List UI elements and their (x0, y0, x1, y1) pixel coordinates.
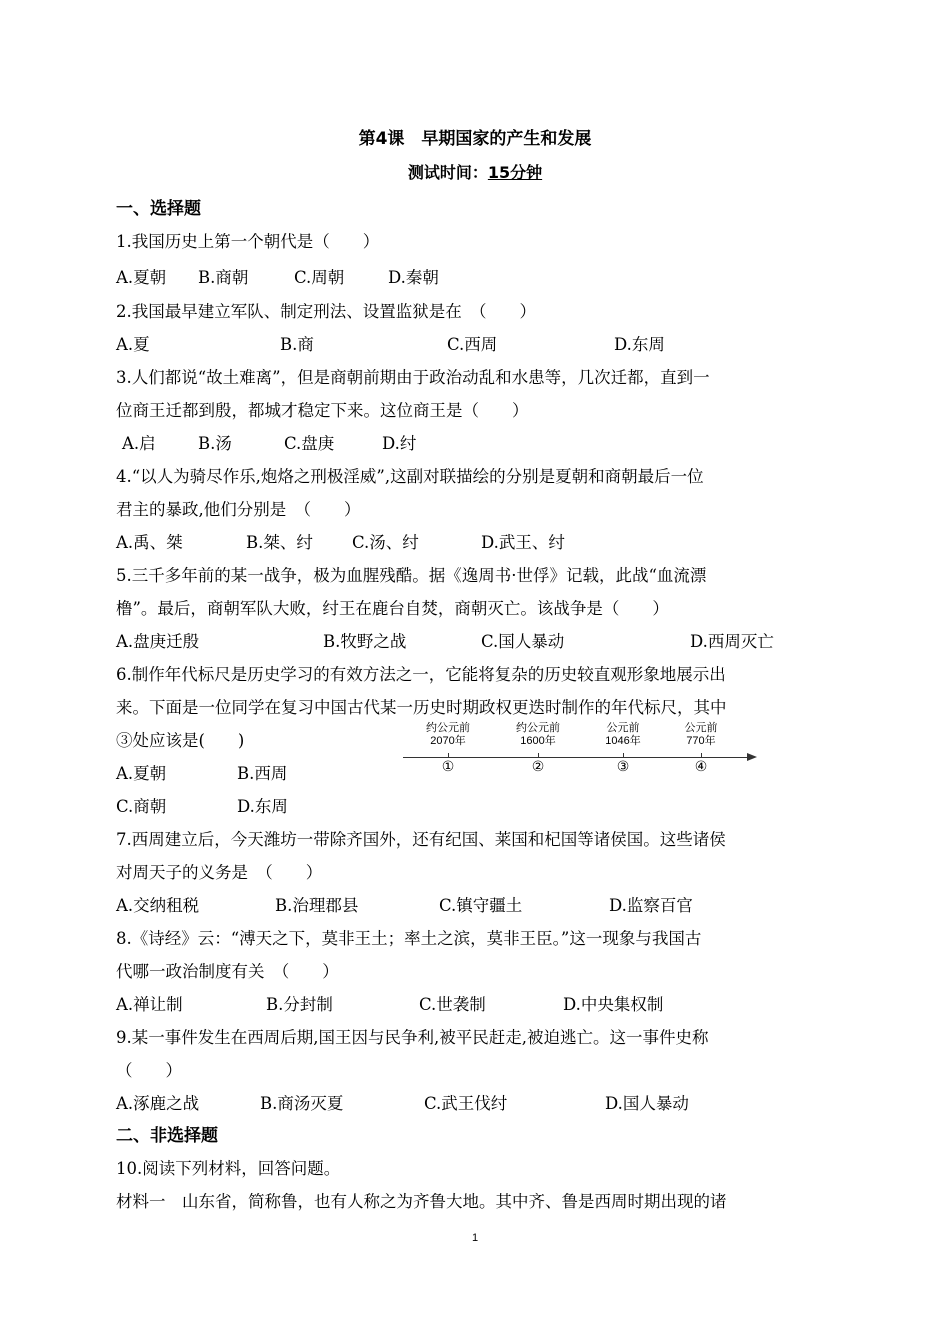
question-3-option-d: D.纣 (382, 434, 417, 453)
question-9-stem-line-1: 9.某一事件发生在西周后期,国王因与民争利,被平民赶走,被迫逃亡。这一事件史称 (116, 1028, 709, 1047)
question-3-option-c: C.盘庚 (284, 434, 335, 453)
question-4-option-a: A.禹、桀 (116, 533, 183, 552)
question-6-option-d: D.东周 (237, 797, 288, 816)
question-5-option-a: A.盘庚迁殷 (116, 632, 200, 651)
section-choice-heading: 一、选择题 (116, 199, 201, 219)
question-7-option-c: C.镇守疆土 (439, 896, 523, 915)
question-6-option-c: C.商朝 (116, 797, 167, 816)
question-8-stem-line-2: 代哪一政治制度有关 （ ） (116, 962, 339, 981)
question-7-stem-line-2: 对周天子的义务是 （ ） (116, 863, 323, 882)
question-7-stem-line-1: 7.西周建立后，今天潍坊一带除齐国外，还有纪国、莱国和杞国等诸侯国。这些诸侯 (116, 830, 726, 849)
question-4-option-d: D.武王、纣 (481, 533, 565, 552)
question-1-option-c: C.周朝 (294, 268, 345, 287)
question-10-material-1: 材料一 山东省，简称鲁，也有人称之为齐鲁大地。其中齐、鲁是西周时期出现的诸 (116, 1192, 727, 1211)
page-number: 1 (471, 1232, 479, 1244)
question-4-stem-line-2: 君主的暴政,他们分别是 （ ） (116, 500, 361, 519)
question-7-option-b: B.治理郡县 (275, 896, 359, 915)
question-6-stem-line-3: ③处应该是( ) (116, 731, 245, 750)
timeline-label-1 (408, 722, 488, 748)
timeline-label-1-line2: 2070年 (430, 735, 466, 747)
question-9-stem-line-2: （ ） (116, 1061, 182, 1080)
timeline-label-2 (498, 722, 578, 748)
question-3-stem-line-2: 位商王迁都到殷，都城才稳定下来。这位商王是（ ） (116, 401, 529, 420)
chronology-timeline (395, 722, 765, 780)
question-8-stem-line-1: 8.《诗经》云：“溥天之下，莫非王土；率土之滨，莫非王臣。”这一现象与我国古 (116, 929, 702, 948)
question-6-option-b: B.西周 (237, 764, 288, 783)
test-time-value: 15分钟 (487, 163, 543, 182)
timeline-label-4-line2: 770年 (686, 735, 716, 747)
timeline-mark-1: ① (441, 759, 455, 775)
question-6-stem-line-1: 6.制作年代标尺是历史学习的有效方法之一，它能将复杂的历史较直观形象地展示出 (116, 665, 726, 684)
question-9-option-d: D.国人暴动 (605, 1094, 689, 1113)
question-3-option-a: A.启 (122, 434, 156, 453)
question-2-option-b: B.商 (280, 335, 314, 354)
timeline-label-3-line1: 公元前 (606, 722, 640, 734)
test-time-label: 测试时间： (407, 163, 488, 182)
timeline-label-2-line1: 约公元前 (516, 722, 560, 734)
question-4-stem-line-1: 4.“以人为骑尽作乐,炮烙之刑极淫威”,这副对联描绘的分别是夏朝和商朝最后一位 (116, 467, 704, 486)
timeline-axis (403, 757, 751, 758)
question-8-option-c: C.世袭制 (419, 995, 486, 1014)
timeline-mark-2: ② (531, 759, 545, 775)
question-5-option-b: B.牧野之战 (323, 632, 407, 651)
timeline-label-1-line1: 约公元前 (426, 722, 470, 734)
timeline-mark-3: ③ (616, 759, 630, 775)
lesson-title: 第4课 早期国家的产生和发展 (358, 129, 592, 149)
question-7-option-a: A.交纳租税 (116, 896, 200, 915)
question-9-option-c: C.武王伐纣 (424, 1094, 508, 1113)
question-1-option-b: B.商朝 (198, 268, 249, 287)
question-5-option-c: C.国人暴动 (481, 632, 565, 651)
question-3-stem-line-1: 3.人们都说“故土难离”，但是商朝前期由于政治动乱和水患等，几次迁都，直到一 (116, 368, 710, 387)
question-1-option-d: D.秦朝 (388, 268, 439, 287)
timeline-mark-4: ④ (694, 759, 708, 775)
question-4-option-b: B.桀、纣 (246, 533, 313, 552)
question-2-option-d: D.东周 (614, 335, 665, 354)
question-8-option-d: D.中央集权制 (563, 995, 664, 1014)
question-6-stem-line-2: 来。下面是一位同学在复习中国古代某一历史时期政权更迭时制作的年代标尺，其中 (116, 698, 727, 717)
question-5-option-d: D.西周灭亡 (690, 632, 774, 651)
question-10-stem: 10.阅读下列材料，回答问题。 (116, 1159, 341, 1178)
timeline-label-4 (661, 722, 741, 748)
timeline-label-3 (583, 722, 663, 748)
question-5-stem-line-2: 橹”。最后，商朝军队大败，纣王在鹿台自焚，商朝灭亡。该战争是（ ） (116, 599, 669, 618)
section-nonchoice-heading: 二、非选择题 (116, 1126, 218, 1146)
question-8-option-b: B.分封制 (266, 995, 333, 1014)
question-5-stem-line-1: 5.三千多年前的某一战争，极为血腥残酷。据《逸周书·世俘》记载，此战“血流漂 (116, 566, 707, 585)
timeline-label-4-line1: 公元前 (684, 722, 718, 734)
timeline-label-3-line2: 1046年 (605, 735, 641, 747)
question-6-option-a: A.夏朝 (116, 764, 167, 783)
question-2-option-c: C.西周 (447, 335, 498, 354)
test-time (0, 160, 950, 183)
question-9-option-a: A.涿鹿之战 (116, 1094, 200, 1113)
timeline-tick (448, 753, 449, 758)
question-1-option-a: A.夏朝 (116, 268, 167, 287)
timeline-tick (538, 753, 539, 758)
question-7-option-d: D.监察百官 (609, 896, 693, 915)
question-1-stem: 1.我国历史上第一个朝代是（ ） (116, 232, 380, 251)
timeline-arrow-icon (747, 753, 757, 761)
question-3-option-b: B.汤 (198, 434, 232, 453)
question-2-stem: 2.我国最早建立军队、制定刑法、设置监狱是在 （ ） (116, 302, 536, 321)
timeline-tick (701, 753, 702, 758)
timeline-label-2-line2: 1600年 (520, 735, 556, 747)
question-4-option-c: C.汤、纣 (352, 533, 419, 552)
question-9-option-b: B.商汤灭夏 (260, 1094, 344, 1113)
question-2-option-a: A.夏 (116, 335, 150, 354)
timeline-tick (623, 753, 624, 758)
question-8-option-a: A.禅让制 (116, 995, 183, 1014)
